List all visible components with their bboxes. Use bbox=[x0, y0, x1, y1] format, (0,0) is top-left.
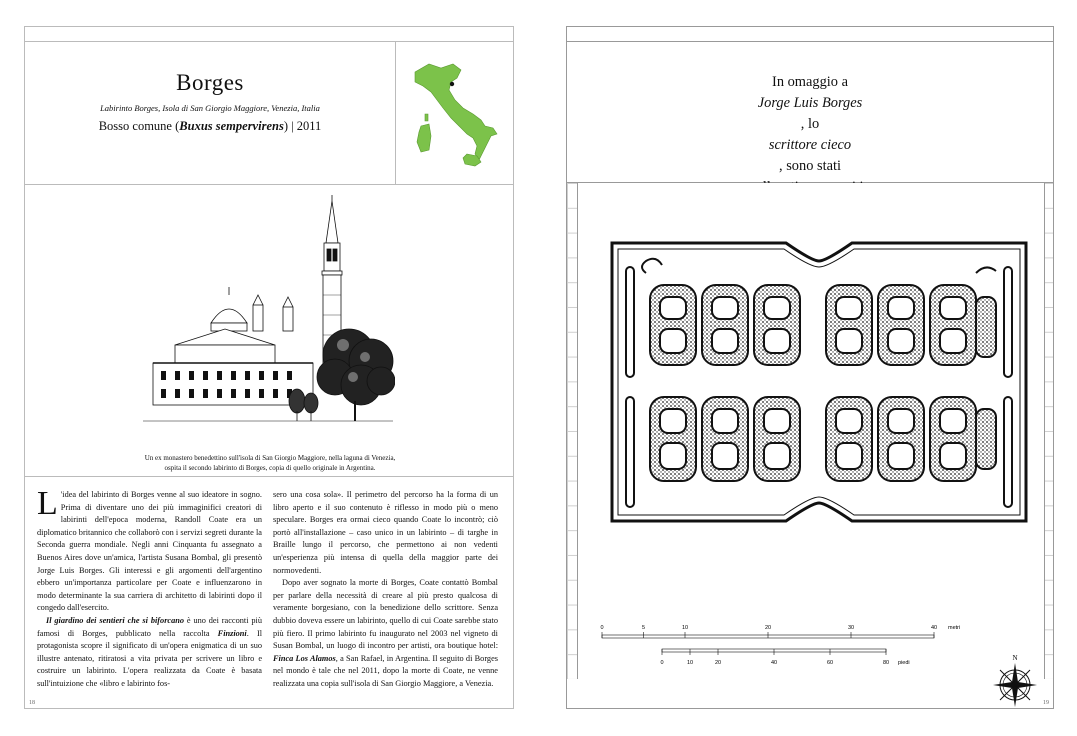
hedge-path bbox=[836, 329, 862, 353]
meters-tick-label: 30 bbox=[847, 625, 855, 631]
author-name: Jorge Luis Borges bbox=[757, 95, 863, 111]
hedge-path bbox=[660, 297, 686, 319]
hedge-path bbox=[764, 329, 790, 353]
hedge-path bbox=[888, 329, 914, 353]
text-column-2 bbox=[273, 489, 498, 691]
text-column-1 bbox=[37, 485, 263, 691]
book-title: Finzioni bbox=[217, 628, 247, 638]
hedge-path bbox=[712, 443, 738, 469]
intro-line bbox=[585, 72, 1035, 177]
meters-tick-label: 40 bbox=[930, 625, 938, 631]
intro-header bbox=[567, 41, 1053, 183]
scale-bars bbox=[594, 619, 974, 679]
hedge-path bbox=[888, 297, 914, 319]
body-paragraph: 'idea del labirinto di Borges venne al suo ideatore in sogno. Prima di diventare uno dei più immaginifici creatori di labirinti dell'epoca moderna, Randoll Coate era un diplomatico britannico che collaborò con i servizi segreti durante la Seconda guerra mondiale. Negli anni Cinquanta fu assegnato a Buenos Aires dove un'amica, l'artista Susana Bombal, gli presentò Jorge Luis Borges. Gli interessi e gli argomenti dell'argentino ebbero un'importanza particolare per Coate e influenzarono in modo determinante la sua carriera di architetto di labirinti dopo il congedo dall'esercito. bbox=[37, 490, 262, 613]
header-text bbox=[25, 42, 396, 184]
meters-tick-label: 20 bbox=[764, 625, 772, 631]
species-suffix: ) | 2011 bbox=[283, 119, 322, 133]
place-name: Finca Los Alamos bbox=[273, 653, 336, 663]
hedge-block bbox=[976, 297, 996, 357]
body-paragraph bbox=[273, 577, 498, 690]
illustration-caption bbox=[55, 453, 485, 473]
hedge-path bbox=[888, 443, 914, 469]
drop-cap: L bbox=[37, 485, 58, 522]
feet-tick-label: 40 bbox=[770, 660, 778, 666]
species-line bbox=[25, 119, 395, 134]
monastery-illustration bbox=[135, 195, 395, 437]
grid-background bbox=[567, 183, 1053, 679]
right-page bbox=[566, 26, 1054, 709]
hedge-path bbox=[836, 409, 862, 433]
hedge-path bbox=[888, 409, 914, 433]
caption-line: Un ex monastero benedettino sull'isola di San Giorgio Maggiore, nella laguna di Venezia, bbox=[144, 454, 396, 462]
hedge-path bbox=[940, 443, 966, 469]
text-span: , sono stati bbox=[779, 158, 841, 174]
species-prefix: Bosso comune ( bbox=[98, 119, 180, 133]
hedge-path bbox=[836, 297, 862, 319]
text-span: . Il protagonista scopre il significato di un'opera enigmatica di un suo illustre antenato, ritiratosi a vita privata per scrivere un libro e costruire un labirinto. L'opera realizzata da Coate è basata sull'intuizione che «libro e labirinto fos- bbox=[37, 628, 263, 688]
compass-rose-icon bbox=[988, 653, 1042, 709]
feet-unit: piedi bbox=[898, 660, 910, 666]
hedge-path bbox=[764, 409, 790, 433]
divider bbox=[25, 476, 513, 477]
meters-tick-label: 5 bbox=[641, 625, 646, 631]
maze-panel bbox=[577, 183, 1045, 679]
story-title: Il giardino dei sentieri che si biforcano bbox=[46, 615, 185, 625]
body-paragraph bbox=[37, 615, 262, 691]
text-span: In omaggio a bbox=[772, 74, 848, 90]
italy-map bbox=[395, 42, 515, 184]
hedge-path bbox=[712, 297, 738, 319]
text-span: , lo bbox=[800, 116, 820, 132]
meters-unit: metri bbox=[948, 625, 961, 631]
hedge-path bbox=[764, 443, 790, 469]
page-header bbox=[25, 41, 513, 185]
meters-tick-label: 0 bbox=[600, 625, 604, 631]
hedge-path bbox=[712, 409, 738, 433]
feet-tick-label: 10 bbox=[686, 660, 694, 666]
caption-line: ospita il secondo labirinto di Borges, copia di quello originale in Argentina. bbox=[164, 464, 376, 472]
left-page bbox=[24, 26, 514, 709]
hedge-path bbox=[764, 297, 790, 319]
page-title: Borges bbox=[176, 70, 244, 95]
hedge-path bbox=[660, 443, 686, 469]
feet-tick-label: 0 bbox=[660, 660, 664, 666]
feet-tick-label: 60 bbox=[826, 660, 834, 666]
hedge-path bbox=[660, 329, 686, 353]
compass-north: N bbox=[1012, 654, 1018, 662]
hedge-path bbox=[940, 329, 966, 353]
location-subtitle: Labirinto Borges, Isola di San Giorgio Maggiore, Venezia, Italia bbox=[100, 103, 320, 113]
text-span: Dopo aver sognato la morte di Borges, Coate contattò Bombal per parlare della necessità di creare al più presto qualcosa di veramente borgesiano, con la benedizione dello scrittore. Senza dubbio doveva essere un labirinto, quello di cui Coate sarebbe stato più fiero. Il primo labirinto fu inaugurato nel 2003 nel vigneto di Susan Bombal, un luogo di incontro per artisti, ora boutique hotel: bbox=[273, 578, 498, 651]
hedge-path bbox=[836, 443, 862, 469]
feet-tick-label: 20 bbox=[714, 660, 722, 666]
text-span: è uno dei racconti più famosi di Borges, pubblicato nella raccolta bbox=[37, 615, 262, 638]
maze-plan bbox=[606, 237, 1032, 527]
hedge-path bbox=[712, 329, 738, 353]
hedge-block bbox=[976, 409, 996, 469]
hedge-path bbox=[940, 297, 966, 319]
species-latin: Buxus sempervirens bbox=[179, 119, 284, 133]
feet-tick-label: 80 bbox=[882, 660, 890, 666]
meters-tick-label: 10 bbox=[681, 625, 689, 631]
hedge-path bbox=[660, 409, 686, 433]
page-number: 19 bbox=[1043, 700, 1049, 706]
hedge-path bbox=[940, 409, 966, 433]
body-paragraph: sero una cosa sola». Il perimetro del percorso ha la forma di un libro aperto e il suo contenuto è riflesso in modo più o meno speculare. Borges era ormai cieco quando Coate lo incontrò; ciò portò all'installazione – caso unico in un labirinto – di targhe in Braille lungo il percorso, che permettono ai non vedenti un'esperienza più intensa di quella della maggior parte dei normovedenti. bbox=[273, 490, 498, 575]
page-number: 18 bbox=[29, 700, 35, 706]
location-marker bbox=[450, 82, 454, 86]
author-role: scrittore cieco bbox=[768, 137, 852, 153]
text-span: , a San Rafael, in Argentina. Il seguito di Borges nel mondo è tale che nel 2011, dopo la morte di Coate, ne venne realizzata una copia sull'isola di San Giorgio Maggiore, a Venezia. bbox=[273, 653, 498, 688]
